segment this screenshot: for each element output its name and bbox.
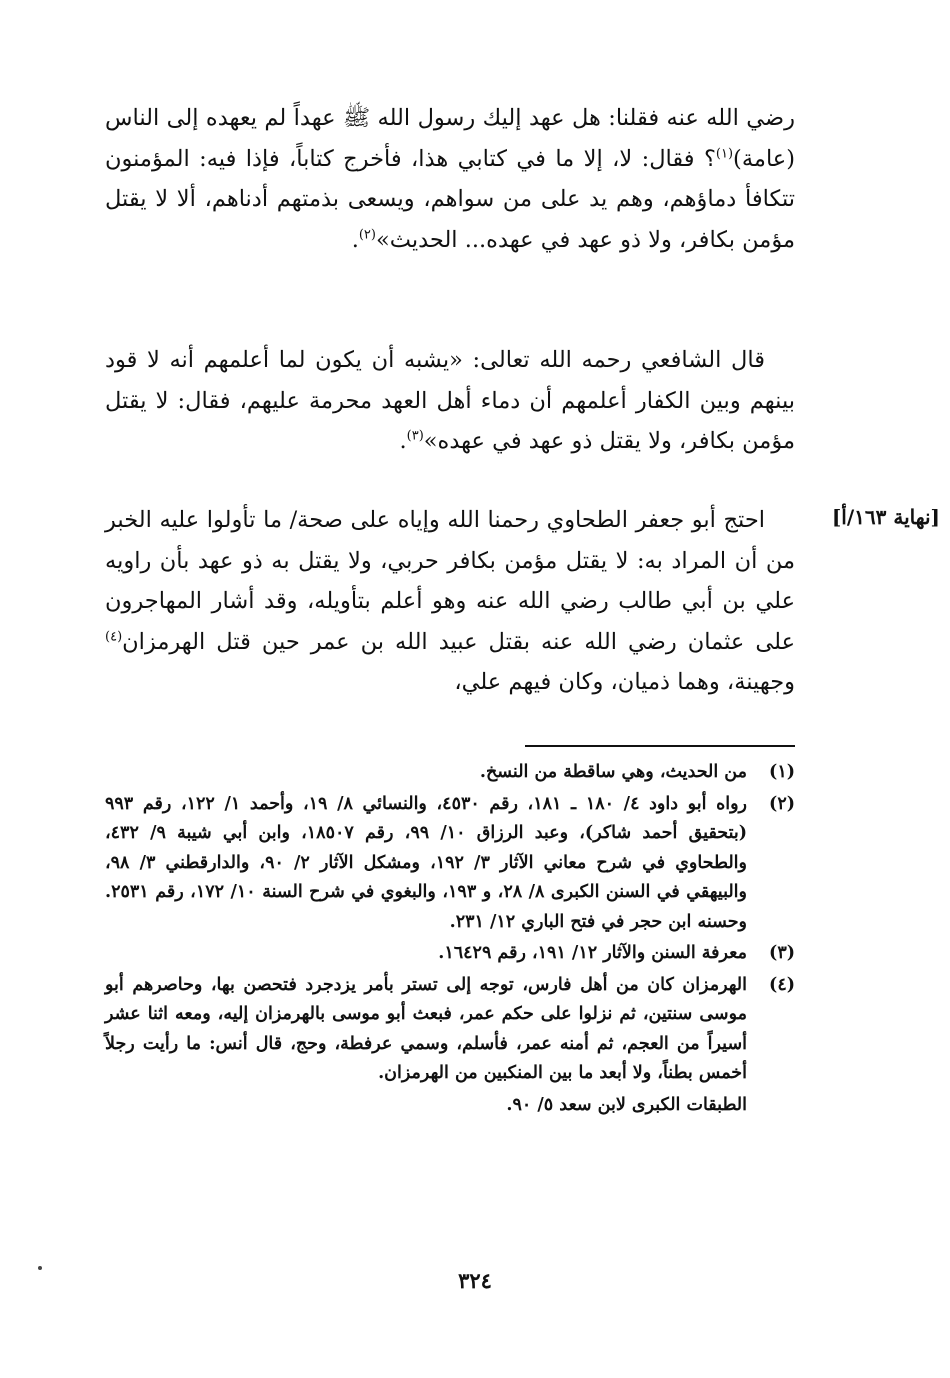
footnote-number: (٣) [769,943,795,963]
footnote-text: من الحديث، وهي ساقطة من النسخ. [479,762,747,782]
footnote-1 [105,758,795,788]
footnote-separator [525,745,795,747]
paragraph-1-end: . [351,226,359,253]
paragraph-2-text: قال الشافعي رحمه الله تعالى: «يشبه أن يكون لما أعلمهم أنه لا قود بينهم وبين الكفار أعلمهم أن دماء أهل العهد محرمة عليهم، فقال: لا يقتل مؤمن بكافر، ولا يقتل ذو عهد في عهده» [105,347,795,454]
footnote-ref-4[interactable]: (٤) [105,629,123,644]
paragraph-3-text-a: احتج أبو جعفر الطحاوي رحمنا الله وإياه على صحة/ ما تأولوا عليه الخبر من أن المراد به: لا يقتل مؤمن بكافر حربي، ولا يقتل به ذو عهد بأن راويه علي بن أبي طالب رضي الله عنه وهو أعلم بتأويله، وقد أشار المهاجرون على عثمان رضي الله عنه بقتل عبيد الله بن عمر حين قتل الهرمزان [105,507,795,655]
page-number: ٣٢٤ [458,1268,492,1293]
footnotes [105,758,795,1120]
footnote-text: معرفة السنن والآثار ١٢/ ١٩١، رقم ١٦٤٢٩. [438,943,747,963]
paragraph-3 [105,500,795,703]
paragraph-1-text-b: ؟ فقال: لا، إلا ما في كتابي هذا، فأخرج كتاباً، فإذا فيه: المؤمنون تتكافأ دماؤهم، وهم يد على من سواهم، ويسعى بذمتهم أدناهم، ألا لا يقتل مؤمن بكافر، ولا ذو عهد في عهده... الحديث» [105,145,795,253]
paragraph-2-end: . [399,428,407,454]
footnote-number: (٢) [769,793,795,814]
footnote-number: (٤) [769,974,795,995]
paragraph-3-text-b: وجهينة، وهما ذميان، وكان فيهم علي، [454,669,795,695]
margin-note: [نهاية ١٦٣/أ] [831,505,940,529]
footnote-3 [105,939,795,969]
footnote-ref-1[interactable]: (١) [715,146,734,161]
footnote-4 [105,971,795,1089]
footnote-number: (١) [769,762,795,782]
footnote-text: الهرمزان كان من أهل فارس، توجه إلى تستر بأمر يزدجرد فتحصن بها، وحاصرهم أبو موسى سنتين، ثم نزلوا على حكم عمر، فبعث أبو موسى بالهرمزان إليه، ومعه اثنا عشر أسيراً من العجم، ثم أمنه عمر، فأسلم، وسمي عرفطة، وحج، قال أنس: ما رأيت رجلاً أخمس بطناً، ولا أبعد ما بين المنكبين من الهرمزان. [105,974,747,1083]
paragraph-2 [105,340,795,462]
footnote-ref-3[interactable]: (٣) [406,428,424,444]
paragraph-1-text-a: رضي الله عنه فقلنا: هل عهد إليك رسول الله ﷺ عهداً لم يعهده إلى الناس (عامة) [105,105,795,172]
footnote-text: رواه أبو داود ٤/ ١٨٠ ـ ١٨١، رقم ٤٥٣٠، والنسائي ٨/ ١٩، وأحمد ١/ ١٢٢، رقم ٩٩٣ (بتحقيق أحمد شاكر)، وعبد الرزاق ١٠/ ٩٩، رقم ١٨٥٠٧، وابن أبي شيبة ٩/ ٤٣٢، والطحاوي في شرح معاني الآثار ٣/ ١٩٢، ومشكل الآثار ٢/ ٩٠، والدارقطني ٣/ ٩٨، والبيهقي في السنن الكبرى ٨/ ٢٨، و ١٩٣، والبغوي في شرح السنة ١٠/ ١٧٢، رقم ٢٥٣١. وحسنه ابن حجر في فتح الباري ١٢/ ٢٣١. [105,793,748,932]
footnote-4-source: الطبقات الكبرى لابن سعد ٥/ ٩٠. [506,1094,747,1115]
footnote-2 [105,790,795,938]
paragraph-1 [105,98,795,260]
footnote-ref-2[interactable]: (٢) [358,227,376,242]
